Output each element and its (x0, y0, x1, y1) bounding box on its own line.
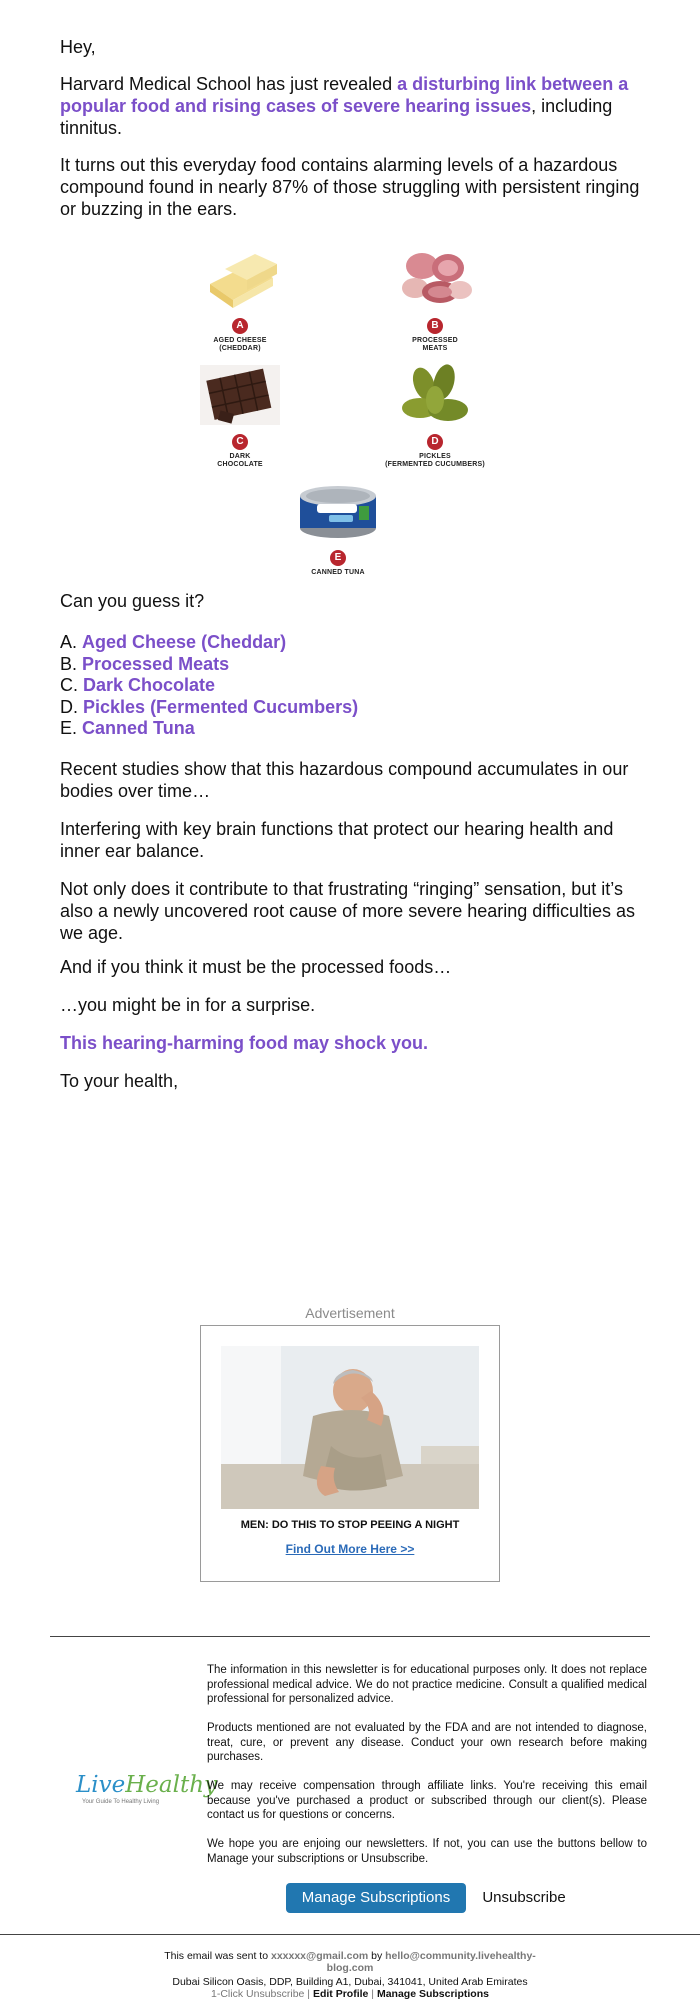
pickles-image (390, 360, 480, 430)
footer-links (0, 1988, 700, 2000)
one-click-unsubscribe-link[interactable]: 1-Click Unsubscribe (211, 1988, 305, 2000)
food-letter: B (427, 318, 443, 334)
answer-choices (60, 632, 640, 740)
intro-link[interactable]: a disturbing link between a popular food and rising cases of severe hearing issues (60, 74, 629, 116)
disclaimer-educational: The information in this newsletter is for educational purposes only. It does not replace professional medical advice. We do not practice medicine. Consult a qualified medical professional for personalized advice. (207, 1664, 647, 1705)
paragraph-surprise: …you might be in for a surprise. (60, 995, 316, 1015)
edit-profile-link[interactable]: Edit Profile (312, 1988, 369, 2000)
ad-label: Advertisement (305, 1305, 395, 1321)
food-option-c[interactable] (170, 360, 310, 469)
sent-to-prefix: This email was sent to (164, 1950, 271, 1962)
food-option-a[interactable] (170, 244, 310, 353)
choice-letter: A. (60, 632, 78, 652)
food-letter: A (232, 318, 248, 334)
logo-healthy: Healthy (125, 1772, 218, 1798)
food-caption-sub: CHOCOLATE (217, 461, 263, 468)
mailing-address: Dubai Silicon Oasis, DDP, Building A1, Dubai, 341041, United Arab Emirates (172, 1976, 528, 1988)
unsubscribe-button[interactable]: Unsubscribe (482, 1889, 566, 1906)
choice-d (60, 697, 640, 719)
food-letter: C (232, 434, 248, 450)
disclaimer-manage: We hope you are enjoing our newsletters. If not, you can use the buttons bellow to Manage your subscriptions or Unsubscribe. (207, 1838, 647, 1865)
manage-subscriptions-button[interactable]: Manage Subscriptions (286, 1883, 466, 1913)
food-letter: E (330, 550, 346, 566)
food-caption: AGED CHEESE (213, 337, 267, 344)
choice-link[interactable]: Processed Meats (82, 653, 230, 674)
sent-to-line (155, 1950, 545, 1974)
choice-link[interactable]: Aged Cheese (Cheddar) (82, 632, 287, 652)
ad-photo[interactable] (221, 1346, 479, 1509)
choice-link[interactable]: Dark Chocolate (83, 675, 216, 695)
manage-subscriptions-link[interactable]: Manage Subscriptions (376, 1988, 489, 2000)
choice-a (60, 632, 640, 654)
processed-meats-image (390, 244, 480, 314)
disclaimer-affiliate: We may receive compensation through affiliate links. You're receiving this email because you've purchased a product or subscribed through our client(s). Please contact us for questions or concerns. (207, 1780, 647, 1821)
choice-e (60, 718, 640, 740)
logo-tagline: Your Guide To Healthy Living (82, 1799, 160, 1805)
food-option-e[interactable] (268, 476, 408, 577)
ad-banner[interactable] (200, 1325, 500, 1582)
paragraph-brain: Interfering with key brain functions that protect our hearing health and inner ear balance. (60, 819, 614, 861)
footer-divider (50, 1636, 650, 1637)
sent-by: by (368, 1950, 386, 1962)
cheese-image (195, 244, 285, 314)
cta-link[interactable]: This hearing-harming food may shock you. (60, 1033, 429, 1053)
intro-start: Harvard Medical School has just revealed (60, 74, 398, 94)
choice-letter: B. (60, 653, 78, 674)
food-caption-sub: (CHEDDAR) (219, 345, 261, 352)
food-collage[interactable] (140, 244, 520, 576)
food-caption: PROCESSED (412, 337, 458, 344)
food-caption: PICKLES (419, 453, 451, 460)
paragraph-studies: Recent studies show that this hazardous compound accumulates in our bodies over time… (60, 759, 629, 801)
food-option-b[interactable] (365, 244, 505, 353)
choice-link[interactable]: Canned Tuna (82, 718, 195, 738)
canned-tuna-image (293, 476, 383, 546)
link-separator: | (304, 1988, 313, 2000)
intro-paragraph (60, 73, 640, 139)
disclaimer-fda: Products mentioned are not evaluated by the FDA and are not intended to diagnose, treat, cure, or prevent any disease. Conduct your own research before making purchases. (207, 1722, 647, 1763)
food-caption: CANNED TUNA (311, 569, 365, 576)
paragraph-ringing: Not only does it contribute to that frustrating “ringing” sensation, but it’s also a newly uncovered root cause of more severe hearing difficulties as we age. (60, 879, 635, 943)
choice-letter: E. (60, 718, 78, 738)
live-healthy-logo[interactable] (76, 1772, 218, 1805)
sender-email[interactable]: hello@community.livehealthy-blog.com (326, 1950, 536, 1974)
choice-letter: C. (60, 675, 78, 695)
bottom-divider (0, 1934, 700, 1935)
recipient-email: xxxxxx@gmail.com (270, 1950, 369, 1962)
link-separator: | (368, 1988, 377, 2000)
food-caption-sub: (FERMENTED CUCUMBERS) (385, 461, 485, 468)
choice-c (60, 675, 640, 697)
greeting: Hey, (60, 37, 96, 57)
food-option-d[interactable] (365, 360, 505, 469)
paragraph-processed: And if you think it must be the processed foods… (60, 957, 452, 977)
paragraph-compound: It turns out this everyday food contains alarming levels of a hazardous compound found in nearly 87% of those struggling with persistent ringing or buzzing in the ears. (60, 155, 640, 219)
signoff: To your health, (60, 1071, 179, 1091)
food-caption: DARK (229, 453, 251, 460)
logo-live: Live (76, 1772, 126, 1798)
choice-link[interactable]: Pickles (Fermented Cucumbers) (83, 696, 359, 717)
ad-link[interactable]: Find Out More Here >> (285, 1542, 415, 1556)
ad-title: MEN: DO THIS TO STOP PEEING A NIGHT (240, 1519, 460, 1531)
intro-end: , including tinnitus. (60, 96, 613, 138)
food-letter: D (427, 434, 443, 450)
dark-chocolate-image (195, 360, 285, 430)
choice-b (60, 654, 640, 676)
choice-letter: D. (60, 696, 78, 717)
food-caption-sub: MEATS (422, 345, 448, 352)
question: Can you guess it? (60, 591, 205, 611)
cta-paragraph (60, 1032, 640, 1054)
